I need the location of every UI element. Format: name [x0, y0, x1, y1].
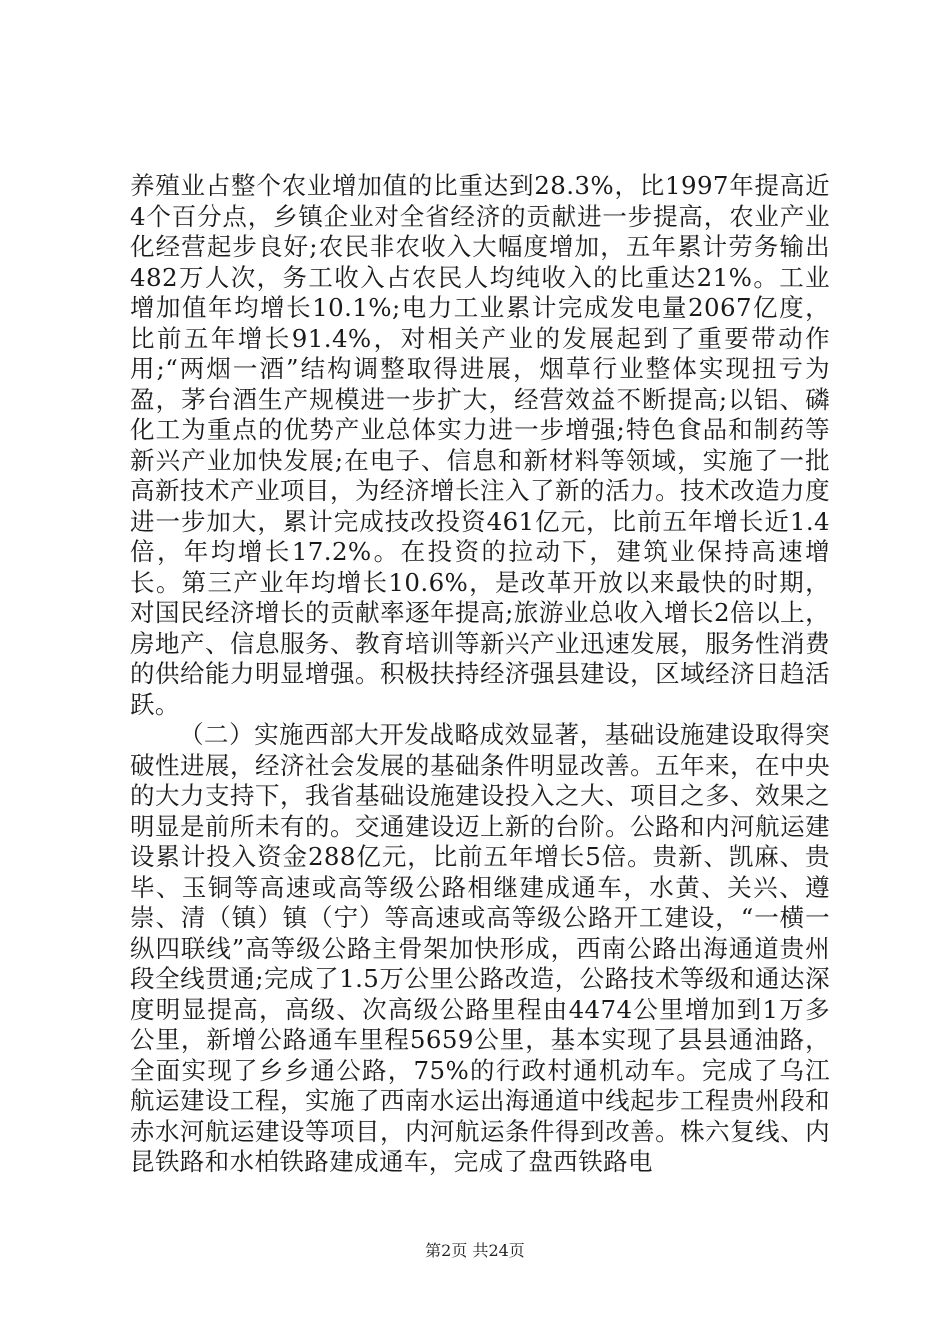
page-number: 第2页 共24页 [425, 1241, 525, 1260]
paragraph-western-development: （二）实施西部大开发战略成效显著，基础设施建设取得突破性进展，经济社会发展的基础条件明显改善。五年来，在中央的大力支持下，我省基础设施建设投入之大、项目之多、效果之明显是前所未有的。交通建设迈上新的台阶。公路和内河航运建设累计投入资金288亿元，比前五年增长5倍。贵新、凯麻、贵毕、玉铜等高速或高等级公路相继建成通车，水黄、关兴、遵崇、清（镇）镇（宁）等高速或高等级公路开工建设，“一横一纵四联线”高等级公路主骨架加快形成，西南公路出海通道贵州段全线贯通;完成了1.5万公里公路改造，公路技术等级和通达深度明显提高，高级、次高级公路里程由4474公里增加到1万多公里，新增公路通车里程5659公里，基本实现了县县通油路，全面实现了乡乡通公路，75%的行政村通机动车。完成了乌江航运建设工程，实施了西南水运出海通道中线起步工程贵州段和赤水河航运建设等项目，内河航运条件得到改善。株六复线、内昆铁路和水柏铁路建成通车，完成了盘西铁路电 [130, 720, 830, 1176]
document-body [130, 171, 830, 1178]
page-footer [0, 1238, 950, 1261]
paragraph-economy: 养殖业占整个农业增加值的比重达到28.3%，比1997年提高近4个百分点，乡镇企业对全省经济的贡献进一步提高，农业产业化经营起步良好;农民非农收入大幅度增加，五年累计劳务输出482万人次，务工收入占农民人均纯收入的比重达21%。工业增加值年均增长10.1%;电力工业累计完成发电量2067亿度，比前五年增长91.4%，对相关产业的发展起到了重要带动作用;“两烟一酒”结构调整取得进展，烟草行业整体实现扭亏为盈，茅台酒生产规模进一步扩大，经营效益不断提高;以铝、磷化工为重点的优势产业总体实力进一步增强;特色食品和制药等新兴产业加快发展;在电子、信息和新材料等领域，实施了一批高新技术产业项目，为经济增长注入了新的活力。技术改造力度进一步加大，累计完成技改投资461亿元，比前五年增长近1.4倍，年均增长17.2%。在投资的拉动下，建筑业保持高速增长。第三产业年均增长10.6%，是改革开放以来最快的时期，对国民经济增长的贡献率逐年提高;旅游业总收入增长2倍以上，房地产、信息服务、教育培训等新兴产业迅速发展，服务性消费的供给能力明显增强。积极扶持经济强县建设，区域经济日趋活跃。 [130, 171, 830, 719]
